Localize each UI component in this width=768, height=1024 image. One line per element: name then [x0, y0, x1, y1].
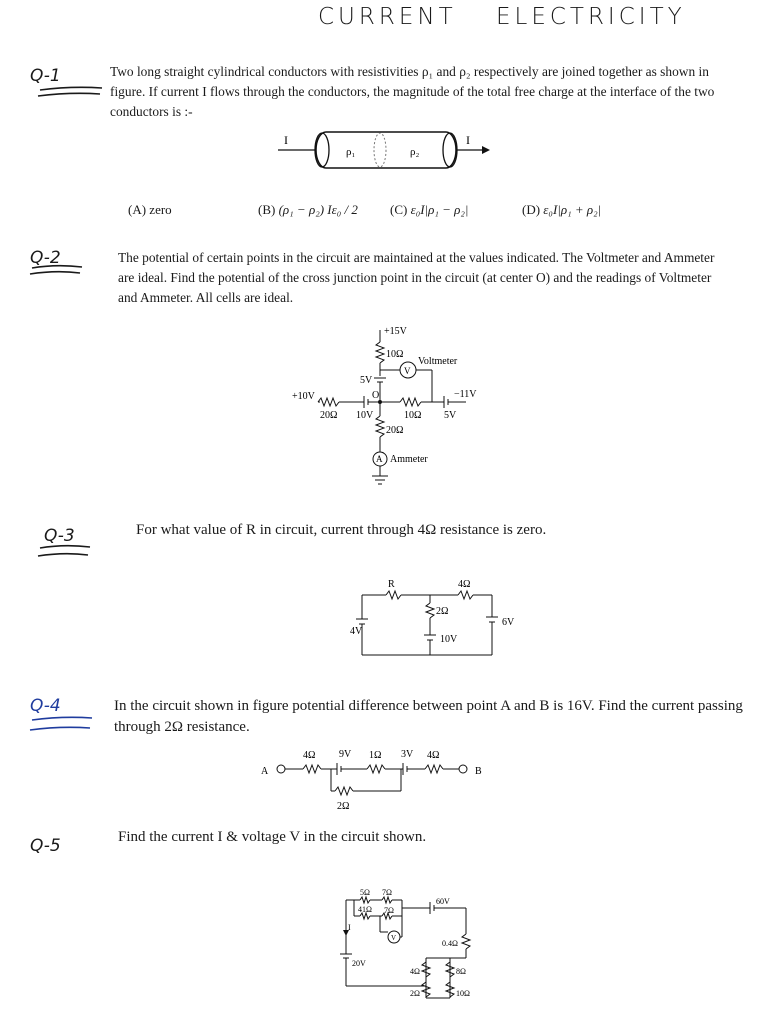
q4-circuit-figure	[255, 745, 505, 815]
q1-option-c: (C) ε₀I|ρ₁ − ρ₂|	[390, 202, 469, 217]
page-title	[318, 4, 714, 30]
q2-circuit-figure	[280, 320, 500, 490]
q5-resistor-8: 8Ω	[456, 967, 466, 976]
question-1-text: Two long straight cylindrical conductors with resistivities ρ₁ and ρ₂ respectively are joined together as shown in figure. If current I flows through the conductors, the magnitude of the total free charge at the interface of the two conductors is :-	[110, 64, 715, 119]
q2-right-cell: 5V	[444, 410, 457, 421]
q5-circuit-figure	[330, 886, 490, 1006]
question-2-label: Q-2	[30, 248, 61, 268]
q4-label-underline	[28, 714, 98, 738]
q1-label-underline	[36, 84, 106, 100]
q3-label-underline	[36, 544, 96, 562]
q1-conductor-figure	[270, 128, 500, 174]
q2-right-resistor: 10Ω	[404, 410, 422, 421]
q2-center-node: O	[372, 390, 380, 401]
q2-top-cell: 5V	[360, 375, 373, 386]
q2-left-potential: +10V	[292, 391, 315, 402]
q4-resistor-4a: 4Ω	[303, 750, 316, 761]
q5-resistor-41: 41Ω	[358, 905, 372, 914]
q4-resistor-1: 1Ω	[369, 750, 382, 761]
q5-resistor-7a: 7Ω	[382, 888, 392, 897]
q3-cell-6v: 6V	[502, 617, 515, 628]
q3-circuit-figure	[350, 575, 530, 660]
q3-cell-10v: 10V	[440, 634, 458, 645]
q5-cell-20v: 20V	[352, 959, 366, 968]
q1-option-d: (D) ε₀I|ρ₁ + ρ₂|	[522, 202, 602, 217]
q2-top-potential: +15V	[384, 326, 407, 337]
q2-voltmeter-symbol: V	[404, 366, 411, 376]
q2-right-potential: −11V	[454, 389, 477, 400]
q1-current-right: I	[466, 133, 470, 147]
q4-cell-3v: 3V	[401, 749, 414, 760]
title-word-electricity: ELECTRICITY	[495, 4, 686, 30]
q4-point-b: B	[475, 766, 482, 777]
question-2-text: The potential of certain points in the circuit are maintained at the values indicated. The Voltmeter and Ammeter are ideal. Find the potential of the cross junction point in the circuit (at center O) and the readings of Voltmeter and Ammeter. All cells are ideal.	[118, 250, 715, 305]
q2-bottom-resistor: 20Ω	[386, 425, 404, 436]
question-5-text: Find the current I & voltage V in the circuit shown.	[118, 829, 427, 845]
question-4-label: Q-4	[30, 696, 61, 716]
q3-resistor-r: R	[388, 579, 395, 590]
question-5-label: Q-5	[30, 836, 61, 856]
question-1-label: Q-1	[30, 66, 61, 86]
q2-top-resistor: 10Ω	[386, 349, 404, 360]
question-4-text: In the circuit shown in figure potential difference between point A and B is 16V. Find the current passing through 2Ω resistance.	[114, 698, 743, 735]
q2-left-resistor: 20Ω	[320, 410, 338, 421]
q4-resistor-4b: 4Ω	[427, 750, 440, 761]
q3-cell-4v: 4V	[350, 626, 363, 637]
question-3-text: For what value of R in circuit, current through 4Ω resistance is zero.	[136, 522, 547, 538]
q4-resistor-2: 2Ω	[337, 801, 350, 812]
q4-point-a: A	[261, 766, 269, 777]
title-word-current: CURRENT	[318, 4, 457, 30]
question-3-label: Q-3	[44, 526, 75, 546]
q2-ammeter-symbol: A	[376, 454, 383, 464]
q2-label-underline	[28, 264, 88, 278]
q4-cell-9v: 9V	[339, 749, 352, 760]
q5-resistor-2: 2Ω	[410, 989, 420, 998]
q5-resistor-7b: 7Ω	[384, 906, 394, 915]
q2-ammeter-label: Ammeter	[390, 454, 428, 465]
q1-rho1: ρ₁	[346, 146, 356, 158]
q3-resistor-2: 2Ω	[436, 606, 449, 617]
q1-current-left: I	[284, 133, 288, 147]
q1-option-b: (B) (ρ₁ − ρ₂) Iε₀ / 2	[258, 202, 358, 217]
q2-center-cell: 10V	[356, 410, 374, 421]
q2-voltmeter-label: Voltmeter	[418, 356, 458, 367]
q5-cell-60v: 60V	[436, 897, 450, 906]
q1-option-a: (A) zero	[128, 202, 172, 217]
q5-current-i: I	[348, 923, 351, 932]
q5-resistor-5: 5Ω	[360, 888, 370, 897]
q5-resistor-4: 4Ω	[410, 967, 420, 976]
q5-resistor-04: 0.4Ω	[442, 939, 458, 948]
q3-resistor-4: 4Ω	[458, 579, 471, 590]
q5-resistor-10: 10Ω	[456, 989, 470, 998]
q5-voltmeter-v: V	[391, 934, 397, 942]
q1-rho2: ρ₂	[410, 146, 420, 158]
